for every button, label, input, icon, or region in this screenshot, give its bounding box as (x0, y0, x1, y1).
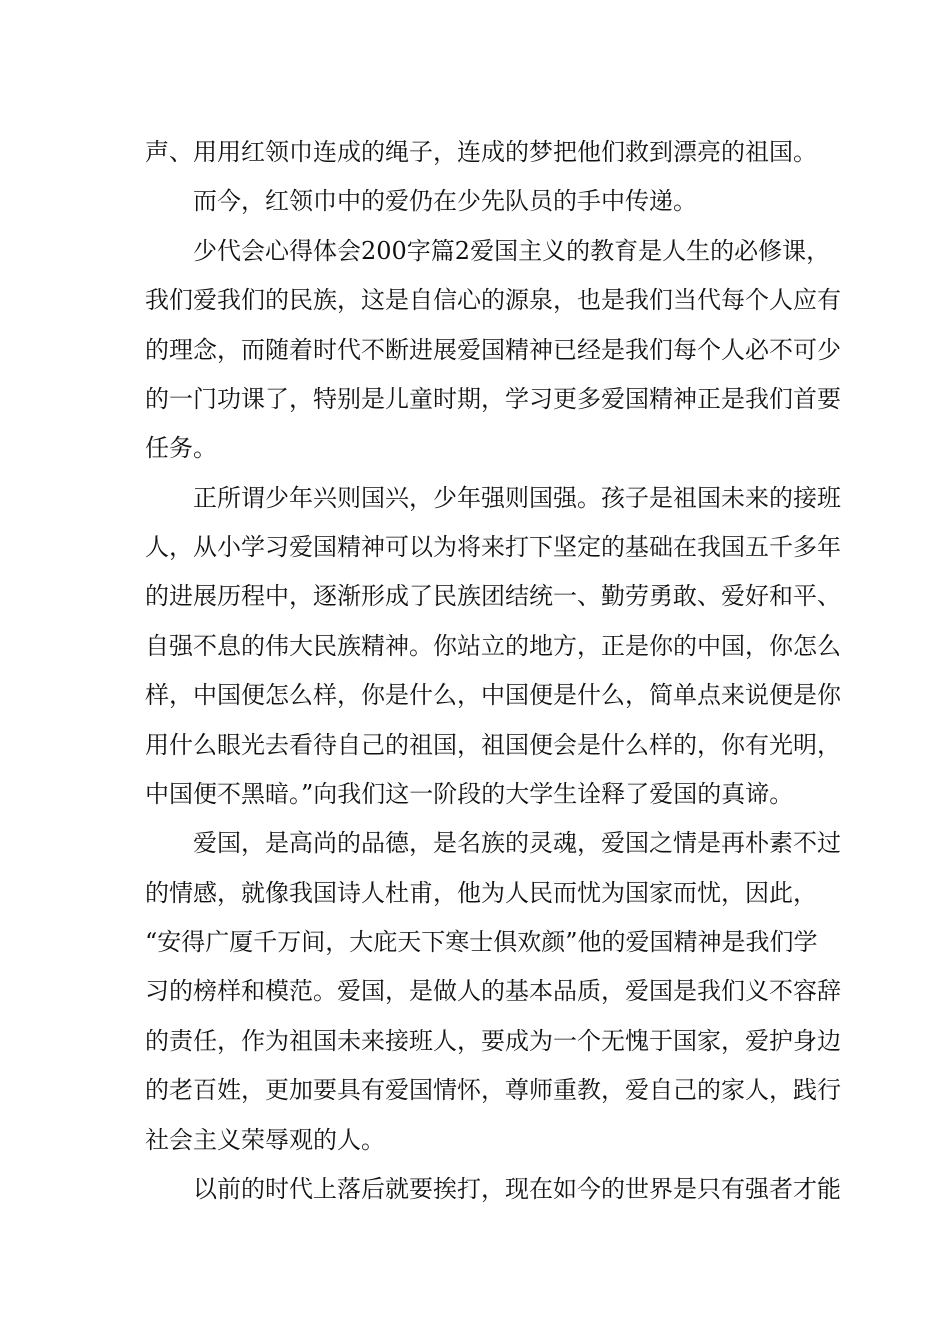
text-line: 的情感，就像我国诗人杜甫，他为人民而忧为国家而忧，因此， (145, 879, 817, 907)
text-line: 少代会心得体会200字篇2爱国主义的教育是人生的必修课， (193, 237, 831, 265)
text-line: 的理念，而随着时代不断进展爱国精神已经是我们每个人必不可少 (145, 336, 841, 364)
text-line: 的老百姓，更加要具有爱国情怀，尊师重教，爱自己的家人，践行 (145, 1076, 841, 1104)
text-line: 中国便不黑暗。”向我们这一阶段的大学生诠释了爱国的真谛。 (145, 780, 794, 808)
text-line: 人，从小学习爱国精神可以为将来打下坚定的基础在我国五千多年 (145, 533, 841, 561)
text-line: 社会主义荣辱观的人。 (145, 1126, 385, 1154)
text-line: 自强不息的伟大民族精神。你站立的地方，正是你的中国，你怎么 (145, 632, 841, 660)
text-line: 声、用用红领巾连成的绳子，连成的梦把他们救到漂亮的祖国。 (145, 138, 817, 166)
text-line: 的一门功课了，特别是儿童时期，学习更多爱国精神正是我们首要 (145, 385, 841, 413)
text-line: 而今，红领巾中的爱仍在少先队员的手中传递。 (193, 187, 697, 215)
text-line: 的责任，作为祖国未来接班人，要成为一个无愧于国家，爱护身边 (145, 1027, 841, 1055)
text-line: 用什么眼光去看待自己的祖国，祖国便会是什么样的，你有光明， (145, 731, 841, 759)
text-line: “安得广厦千万间，大庇天下寒士俱欢颜”他的爱国精神是我们学 (145, 928, 818, 956)
text-line: 正所谓少年兴则国兴，少年强则国强。孩子是祖国未来的接班 (193, 484, 841, 512)
text-line: 任务。 (145, 434, 217, 462)
text-line: 爱国，是高尚的品德，是名族的灵魂，爱国之情是再朴素不过 (193, 829, 841, 857)
text-line: 样，中国便怎么样，你是什么，中国便是什么，简单点来说便是你 (145, 681, 841, 709)
text-line: 我们爱我们的民族，这是自信心的源泉，也是我们当代每个人应有 (145, 286, 841, 314)
text-line: 习的榜样和模范。爱国，是做人的基本品质，爱国是我们义不容辞 (145, 977, 841, 1005)
text-line: 以前的时代上落后就要挨打，现在如今的世界是只有强者才能 (193, 1175, 841, 1203)
text-line: 的进展历程中，逐渐形成了民族团结统一、勤劳勇敢、爱好和平、 (145, 582, 841, 610)
